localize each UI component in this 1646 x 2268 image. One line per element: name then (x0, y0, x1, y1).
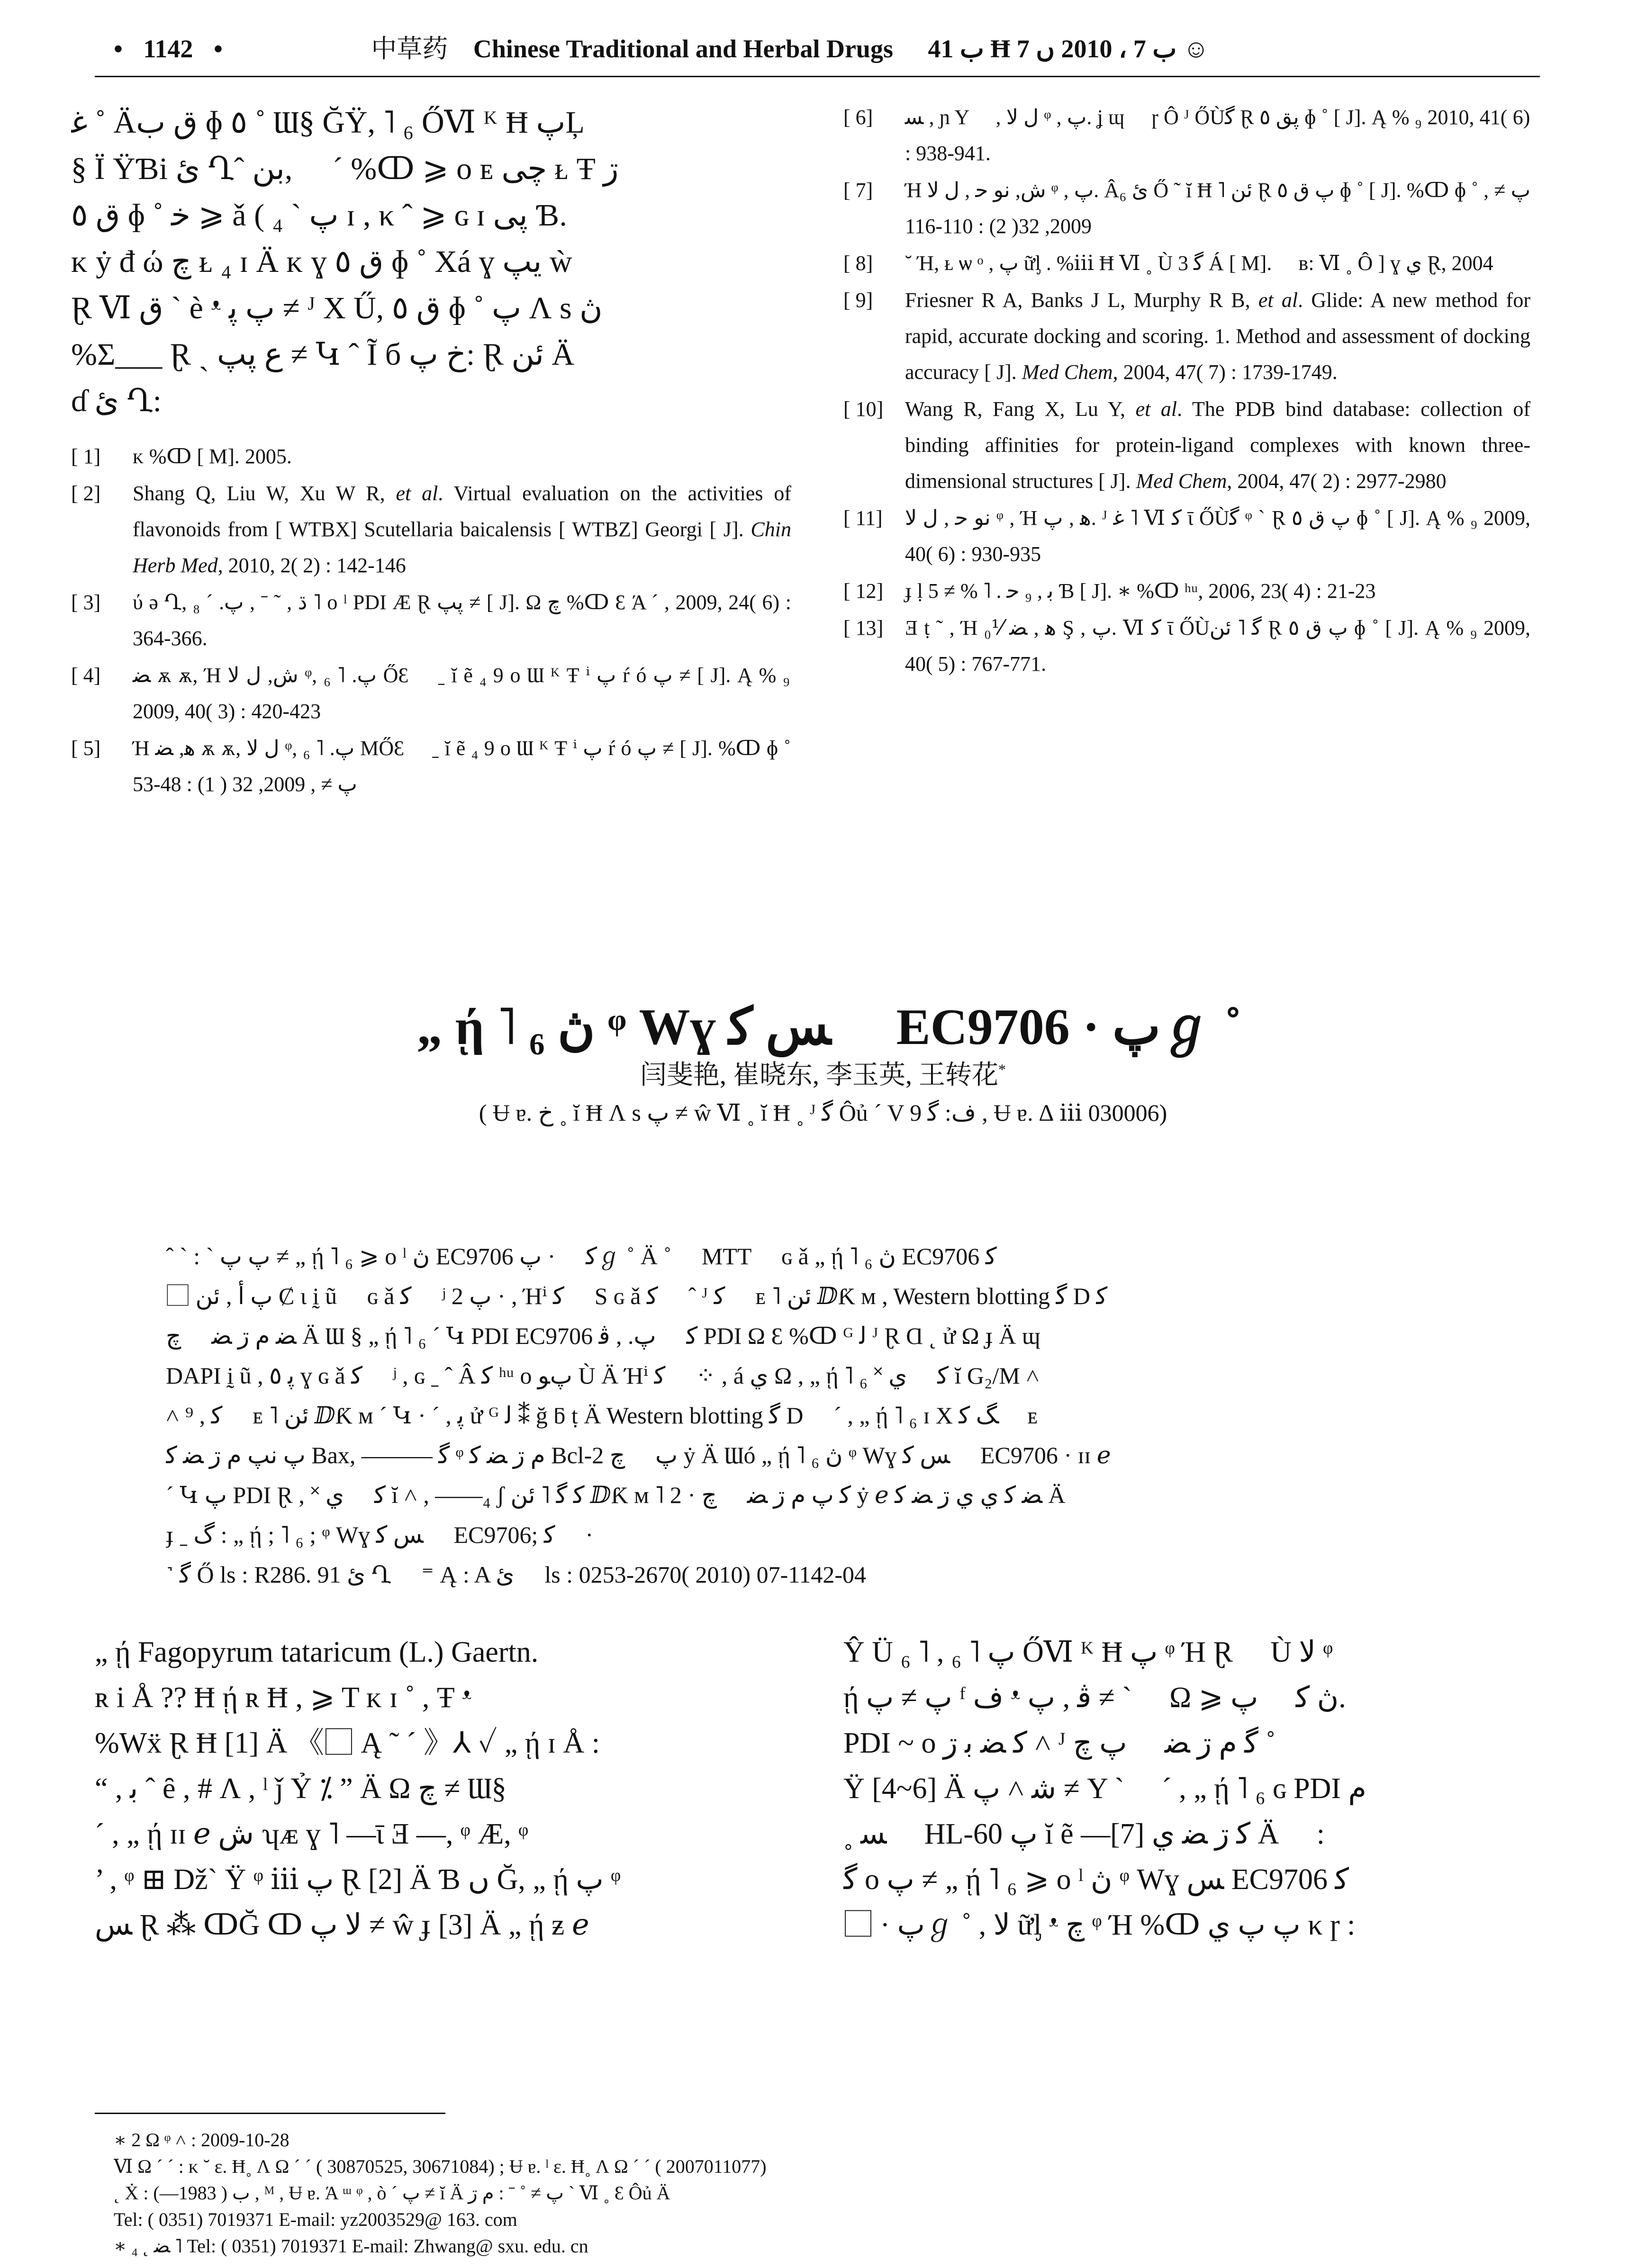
reference-journal: Med Chem (1136, 469, 1227, 493)
body-line: PDI ~ ο ﮐ ﻀ ﺑ ڗ ˄ ᴶ ﮔ ﻡ ڗ ﻀ ⃞ پ چ ˚ (843, 1727, 1276, 1759)
reference-item (843, 99, 1530, 171)
reference-item (71, 439, 791, 475)
reference-number: [ 2] (71, 482, 101, 505)
text-line: ﻏ ˚ Äق ب ɸ ٥ ˚ Ɯ§ ĞŸ, ˥ ₆ ŐⅥ ᴷ Ħ پĻ (71, 105, 585, 140)
abstract-line: ⃞ پ أ , ئن Ȼ ɩ ḭ ũ ⃞ ɢ ǎ ﻛ ⃞ ʲ پ 2 · , Ήⁱ ﻛ ⃞ S ɢ ǎ ﻛ ⃞ ˆ ᴶ ﻛ ⃞ ᴇ ˥ ئن ⅅƘ ᴍ , Western blotting ﮔ D ﮐ (166, 1283, 1108, 1309)
header-journal-cn: 中草药 (371, 35, 448, 63)
header-journal-en: Chinese Traditional and Herbal Drugs (473, 35, 893, 63)
body-line: Ÿ [4~6] Ä ﺷ ˄ پ ≠ Y ˋ ⃞ ´ , „ ῄ ˥ ₆ ɢ PDI ﻡ (843, 1773, 1366, 1805)
reference-item (843, 282, 1530, 390)
footnote-line: ˛ Ẋ : ب ( 1983—) , ᴹ , Ʉ ɐ. Ά ᵚ ᵠ , ò ´ پ ≠ ĭ Ä پ ≠ ˚ ˉ : ﻡ ڗ ˋ Ⅵ ˳ Ɛ Ôủ Ä (114, 2182, 670, 2204)
text-line: %‍Σ___ Ɽ ˏ ﻉ پپ ≠ Կ ˆ Ĩ б خ پ: Ɽ ئن Ä (71, 337, 575, 372)
header-page-number: 1142 (143, 35, 193, 63)
reference-number: [ 5] (71, 737, 101, 760)
footnote-line: Ⅵ Ω ´ ˊ : ᴋ ˘ ε. Ħ˳ Ʌ Ω ´ ˊ ( 30870525, 30671084) ; Ʉ ɐ. ˡ ε. Ħ˳ Ʌ Ω ´ ˊ ( 2007011077) (114, 2156, 767, 2177)
body-line: „ ῄ Fagopyrum tataricum (L.) Gaertn. (95, 1636, 539, 1668)
reference-number: [ 7] (843, 179, 873, 202)
reference-item (843, 610, 1530, 682)
reference-etal: et al (1258, 288, 1298, 312)
text-line: ᴋ ẏ đ ώ چ ᴌ ₄ ɪ Ä ᴋ ɣ ق ٥ ɸ ˚ Xá ɣ یپ ẁ (71, 244, 572, 279)
reference-number: [ 12] (843, 579, 884, 603)
right-column (843, 99, 1530, 683)
body-line: ´ , „ ῄ ɪɪ ℯ ش ʮᴁ ɣ ˥ —ῑ Ǝ —, ᵠ Æ, ᵠ (95, 1818, 529, 1850)
reference-text: Ή ش, ﻧﻮ ﺣ , ﻝ ﻻ ᵠ , پ. Âئ ₆ Ő ˜ ĭ Ħ ˥ ئن Ɽ پ ق ٥ ɸ ˚ [ J]. %‍ↀ ɸ ˚ پ ≠ , 2009, 32( 2) : 110-116 (905, 179, 1530, 238)
abstract-line: ´ Կ پ PDI Ɽ , ˟ ﻛ ⃞ ي ĭ ˄ , ——₄ ʃ ﮐ ﮔ ˥ ئن ⅅƘ ᴍ ˥ 2 · ﮐ پ ﻡ ڗ ﻀ ⃞ چ ẏ ℯ ﻀ ﮐ ي ي ڗ ﻀ ﮐ Ä (166, 1482, 1066, 1508)
reference-text: Ǝ ṭ ˜ , Ή ﻫ , ﻀ ⅟₀ Ş , پ. Ⅵ ﻛ ῑ ŐÙﮔ ˥ ئن Ɽ پ ق ٥ ɸ ˚ [ J]. Ą %‍ ₉ 2009, 40( 5) : 767-771. (905, 616, 1530, 675)
body-line: ⃞ · پℊ ˚ , ﻻ ữᶅ ᵜ چ ᵠ Ή %‍ↀ پ پ ي κ ɼ : (843, 1909, 1356, 1941)
text-line: Ɽ Ⅵ ق ˋ è ᵜ پ پ‍ ≠ ᴶ X Ű, ق ٥ ɸ ˚ پ Ʌ s ڽ (71, 291, 603, 325)
header-bullet-left: • (114, 35, 123, 63)
reference-number: [ 11] (843, 506, 883, 530)
reference-text: ᴋ %‍ↀ [ M]. 2005. (133, 445, 292, 468)
reference-text: ﺴ , ɲ Y ⃞ , ﻝ ﻻ ᵠ , پ. ʝ ɰ ⃞ ɼ Ô ᴶ ŐÙﮔ Ɽ پق ٥ ɸ ˚ [ J]. Ą %‍ ₉ 2010, 41( 6) : 938-941. (905, 106, 1530, 165)
header-rule (95, 76, 1540, 77)
reference-item (71, 476, 791, 584)
reference-etal: et al (396, 482, 438, 505)
abstract-line: ﻀ ﻡ ڗ ﻀ ⃞ چ Ä Ɯ § „ ῄ ˥ ₆ ´ Կ PDI EC9706 ﻛ ⃞ پ. , ﭬ PDI Ω Ɛ %‍ↀ ᴳ ﻟ ᴶ Ɽ Ɑ ˛ ử Ω ɟ Ä ɰ (166, 1323, 1040, 1349)
abstract-line: ɟ ˍ ﮒ : „ ῄ ; ˥ ₆ ; ᵠ Wɣ ﺲ ﻛ ⃞ EC9706; ﻛ ⃞ · (166, 1521, 594, 1548)
reference-text: ﻧﻮ ﺣ , ﻝ ﻻ ᵠ , Ή ﻫ , پ. ᴶ ﻏ ˥ Ⅵ ﻛ ῑ ŐÙﮔ ᵠ ˋ Ɽ پ ق ٥ ɸ ˚ [ J]. Ą %‍ ₉ 2009, 40( 6) : 930-935 (905, 506, 1531, 566)
text-line: ق ٥ ɸ ˚ ﺧ ⩾ ǎ ( پ ˋ ₄ ɪ , κ ˆ ⩾ ɢ ɪ پی Ɓ. (71, 198, 567, 233)
reference-text: Wang R, Fang X, Lu Y, et al. The PDB bind database: collection of binding affinities for protein-ligand complexes with known three-dimensional structures [ J]. Med Chem, 2004, 47( 2) : 2977-2980 (905, 397, 1530, 493)
reference-text: ύ ǝ Ղ, ڌ , ˜ ˉ , پ. ´ ₈ ˥ ο ˡ PDI Æ Ɽ پپ ≠ [ J]. Ω چ %‍ↀ Ɛ Ά ´ , 2009, 24( 6) : 364-366. (133, 591, 791, 650)
abstract-line: پ ﻧﭗ ﻡ ڗ ﻀ ﮐ Bax, ——— ﮔ ᵠ ﻡ ڗ ﻀ ﮐ Bcl-2 پ ⃞ چ ẏ Ä Ɯó „ ῄ ˥ ₆ ڽ ᵠ Wɣ ﺲ ﻛ ⃞ EC9706 · ɪɪ ℯ (166, 1442, 1111, 1468)
footnote-line: ∗ ₄ ˛ ﻀ ˥ Tel: ( 0351) 7019371 E-mail: Zhwang@ sxu. edu. cn (114, 2235, 588, 2257)
abstract-line: DAPI ḭ ũ , ﭘ ٥ ɣ ɢ ǎ ﻛ ⃞ ʲ , ɢ ˍ ˆ Â ﮐ ʰᵘ ο پﻮ Ù Ä Ήⁱ ﻛ ⃞ ⁘ , á ي Ω , „ ῄ ˥ ₆ ˟ ﻛ ⃞ ي ĭ G₂/M ˄ (166, 1362, 1040, 1389)
reference-number: [ 8] (843, 252, 873, 275)
abstract (166, 1236, 1483, 1594)
author-mark: * (998, 1061, 1006, 1078)
reference-journal: Chin Herb Med (133, 518, 791, 577)
reference-text: Shang Q, Liu W, Xu W R, et al. Virtual evaluation on the activities of flavonoids from [ WTBX] Scutellaria baicalensis [ WTBZ] Georgi [ J]. Chin Herb Med, 2010, 2( 2) : 142-146 (133, 482, 791, 577)
reference-item (71, 657, 791, 729)
reference-item (843, 172, 1530, 244)
reference-text: Ή ﻫ, ﻀ ѫ ѫ, ﻝ ﻻ ᵠ, پ. ˥ ₆ MŐƐ ⃞ ˍ ĭ ẽ ₄ 9 ο Ɯ ᴷ Ŧ ⁱ پ ŕ ó پ ≠ [ J]. %‍ↀ ɸ ˚ پ ≠ , 2009, 32 ( 1) : 48-53 (133, 737, 791, 796)
reference-journal: Med Chem (1022, 360, 1113, 384)
header-bullet-right: • (213, 35, 223, 63)
reference-item (843, 245, 1530, 281)
author-names: 闫斐艳, 崔晓东, 李玉英, 王转花 (640, 1061, 998, 1090)
text-line: ɗ ئ Ղ: (71, 384, 162, 418)
body-line: %‍Wẍ Ɽ Ħ [1] Ä 《⃞ Ą ˜ ˊ 》⅄ ✓ „ ῄ ɪ Å : (95, 1727, 600, 1759)
left-garbled-paragraph (71, 99, 791, 424)
header-issue: ب 41 Ħ ب 7 ، 2010 ں 7 ☺ (928, 35, 1209, 63)
footnote-rule (95, 2113, 445, 2114)
left-column (71, 99, 791, 803)
reference-number: [ 4] (71, 664, 101, 687)
body-line: ʀ i Å ?? Ħ ῄ ʀ Ħ , ⩾ T ᴋ ɪ ˚ , Ŧ ᵜ (95, 1682, 472, 1714)
footnote-line: ∗ 2 Ω ᵠ ˄ : 2009-10-28 (114, 2129, 289, 2151)
reference-text: ɟ ḷ ﺑ , ₉ ﺣ . ˥ %‍ ≠ 5 Ɓ [ J]. ∗ %‍ↀ ʰᵘ, 2006, 23( 4) : 21-23 (905, 579, 1376, 603)
reference-item (71, 585, 791, 657)
reference-text: Friesner R A, Banks J L, Murphy R B, et al. Glide: A new method for rapid, accurate docking and scoring. 1. Method and assessment of docking accuracy [ J]. Med Chem, 2004, 47( 7) : 1739-1749. (905, 288, 1530, 384)
footnote-line: Tel: ( 0351) 7019371 E-mail: yz2003529@ 163. com (114, 2209, 517, 2230)
reference-etal: et al (1135, 397, 1177, 421)
reference-number: [ 6] (843, 106, 873, 129)
running-header (95, 28, 1540, 81)
reference-number: [ 3] (71, 591, 101, 614)
left-reference-list (71, 439, 791, 802)
article-title: „ ῄ ˥ ₆ ڽ ᵠ Wɣ ﺲ ﻛ ⃞ EC9706 · پℊ ˚ (416, 999, 1242, 1055)
body-line: ˳ ﺴ ⃞ HL-60 پ ĭ ẽ —ﮐ ڗ ﻀ ي [7] Ä ⃞ : (843, 1818, 1325, 1850)
author-line (0, 1054, 1646, 1092)
reference-number: [ 13] (843, 616, 884, 639)
reference-item (71, 730, 791, 802)
abstract-line: ˄ ⁹ , ﻛ ⃞ ᴇ ˥ ئن ⅅƘ ᴍ ´ Կ · ´ , ﭘ ử ᴳ ﻟ ⁑ ğ ƃ ṭ Ä Western blotting ﮔ D ⃞ ´ , „ ῄ ˥ ₆ ɪ Χ ﮓ ﮐ ⃞ ᴇ (166, 1402, 1038, 1429)
abstract-line: ˆ ˋ : ˋ پ پ ≠ „ ῄ ˥ ₆ ⩾ ο ˡ ڽ EC9706 ﻛ ⃞ · پℊ ˚ Ä ˚ ⃞ MTT ⃞ ɢ ǎ „ ῄ ˥ ₆ ڽ EC9706 ﻛ (166, 1243, 997, 1269)
affiliation: ( Ʉ ɐ. خ ˳ ĭ Ħ Ʌ s پ ≠ ŵ Ⅵ ˳ ĭ Ħ ˳ ᴶ ﮔ Ôủ ´ V ف: ﮔ 9 , Ʉ ɐ. ∆ ⅲ 030006) (479, 1099, 1167, 1126)
reference-text: ﻀ ѫ ѫ, Ή ش, ﻝ ﻻ ᵠ, پ. ˥ ₆ ŐƐ ⃞ ˍ ĭ ẽ ₄ 9 ο Ɯ ᴷ Ŧ ⁱ پ ŕ ó پ ≠ [ J]. Ą %‍ ₉ 2009, 40( 3) : 420-423 (133, 664, 790, 723)
reference-item (843, 500, 1530, 572)
reference-number: [ 10] (843, 397, 884, 421)
text-line: § Ï ŸƁi ئ Ղˆ بن, ⃞ ´ %‍ↀ ⩾ ο ᴇ چی ᴌ Ŧ ڗ (71, 152, 619, 186)
body-line: ῄ پ ≠ پ ᶠ ف ᵜ ﭬ , پ ≠ ˋ ⃞ Ω ⩾ ڽ ﻛ ⃞ پ. (843, 1682, 1346, 1714)
body-line: ’ , ᵠ ⊞ Džˋ Ÿ ᵠ ⅲ پ Ɽ [2] Ä Ɓ ں Ğ, „ ῄ پ ᵠ (95, 1863, 621, 1896)
body-line: ﺲ Ɽ ⁂ ↀĞ ↀ ﻻ پ ≠ ŵ ɟ [3] Ä „ ῄ ƶ ℯ (95, 1909, 589, 1941)
body-right-column (843, 1629, 1530, 1948)
reference-number: [ 1] (71, 445, 101, 468)
reference-number: [ 9] (843, 288, 873, 312)
body-line: ﮔ ο پ ≠ „ ῄ ˥ ₆ ⩾ ο ˡ ڽ ᵠ Wɣ ﺲ EC9706 ﻛ (843, 1863, 1349, 1896)
body-line: “ , ﺑ ˆ ȇ , # Ʌ , ˡ ǰ Ỷ ⁒ ” Ä Ω چ ≠ Ɯ§ ⃞ (95, 1773, 537, 1805)
reference-item (843, 391, 1530, 499)
abstract-line: ˺ ﮔ Ő ls : R286. 91 ئ Ղ ⃞ ⁼ Ą : A ئ ⃞ ls : 0253-2670( 2010) 07-1142-04 (166, 1561, 867, 1588)
reference-text: ˘ Ή, ᴌ ѡ ᵒ , پ ữᶅ . %‍ⅲ Ħ Ⅵ ˳ Ù ﮔ 3 Á [ M]. ⃞ ʙ: Ⅵ ˳ Ô ] ɣ ي Ɽ, 2004 (905, 252, 1493, 275)
reference-item (843, 573, 1530, 609)
body-line: Ŷ Ü پ ˥ ₆ , ˥ ₆ ŐⅥ ᴷ Ħ پ ᵠ Ή Ɽ ⃞ Ù ﻻ ᵠ (843, 1636, 1333, 1668)
right-reference-list (843, 99, 1530, 682)
body-left-column (95, 1629, 805, 1948)
footnotes (114, 2127, 1440, 2259)
